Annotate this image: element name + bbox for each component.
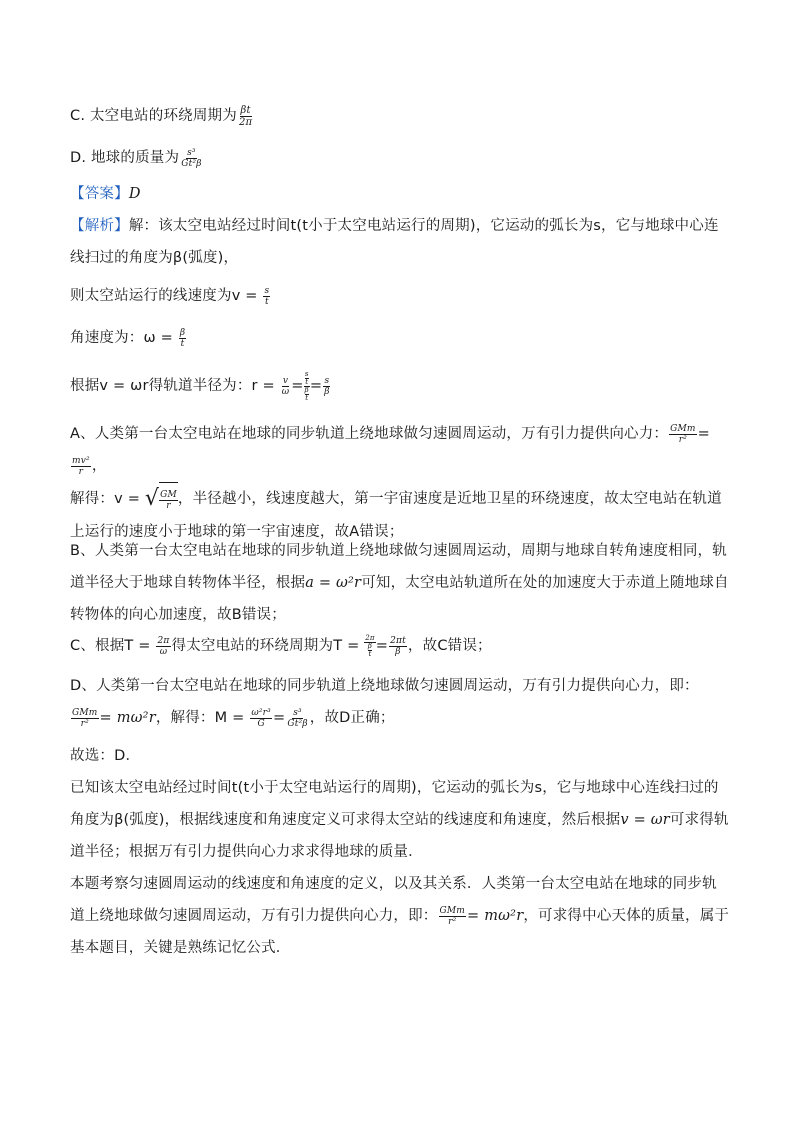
comment-paragraph — [70, 868, 730, 964]
analysis-d-text-2: ，故D正确； — [309, 710, 395, 726]
analysis-c-text-3: ，故C错误； — [407, 638, 492, 654]
angular-velocity-text: 角速度为：ω = — [70, 330, 174, 346]
answer-line — [70, 178, 730, 210]
period-fraction-2: 2π β t — [365, 633, 375, 658]
summary-text-1: 已知该太空电站经过时间t(t小于太空电站运行的周期)，它运动的弧长为s，它与地球中心连线扫过的角度为β(弧度)，根据线速度和角速度定义可求得太空站的线速度和角速度，然后根据 — [70, 780, 719, 828]
summary-formula: v = ωr — [620, 812, 670, 828]
analysis-b-text-2: 可知，太空电站轨道所在处的加速度大于赤道上随地球自转物体的向心加速度，故B错误； — [70, 575, 729, 623]
analysis-a-conclusion: ，半径越小，线速度越大，第一宇宙速度是近地卫星的环绕速度，故太空电站在轨道上运行的速度小于地球的第一宇宙速度，故A错误； — [70, 491, 722, 540]
angular-velocity-fraction: $\frac{\beta}{t}$ — [179, 327, 186, 349]
radius-fraction-3: $\frac{s}{\beta}$ — [324, 375, 330, 397]
comment-text-1: 本题考察匀速圆周运动的线速度和角速度的定义，以及其关系．人类第一台太空电站在地球的同步轨道上绕地球做匀速圆周运动，万有引力提供向心力，即： — [70, 876, 717, 924]
analysis-c-text-1: C、根据T = — [70, 638, 151, 654]
analysis-c-text-2: 得太空电站的环绕周期为T = — [171, 638, 360, 654]
velocity-sqrt: √ $\frac{GM}{r}$ — [145, 482, 178, 516]
mass-fraction-2: $\frac{\text{s³}}{\text{Gt²β}}$ — [287, 707, 308, 729]
answer-value: D — [128, 186, 141, 202]
option-c-text: C. 太空电站的环绕周期为 — [70, 108, 237, 124]
answer-tag: 【答案】 — [70, 186, 129, 202]
analysis-intro — [70, 210, 730, 274]
analysis-c: C、根据T = $\frac{2\pi}{\omega}$ 得太空电站的环绕周期为T = 2π β t = $\frac{2\pi t}{\beta}$ ，故C错误； — [70, 633, 492, 658]
comment-formula: = mω²r — [467, 908, 524, 924]
analysis-d-solve: ，解得：M = — [155, 710, 245, 726]
mass-fraction-1: $\frac{\text{ω²r³}}{G}$ — [251, 707, 271, 729]
summary-paragraph — [70, 772, 730, 868]
option-d — [70, 142, 730, 174]
analysis-tag: 【解析】 — [70, 218, 129, 234]
analysis-b — [70, 535, 730, 631]
orbit-radius-line: 根据v = ωr得轨道半径为：r = $\frac{v}{\omega}$ = s t β t = $\frac{s}{\beta}$ — [70, 369, 330, 402]
option-c-fraction: $\frac{\beta t}{2\pi}$ — [238, 104, 253, 128]
period-fraction-3: $\frac{2\pi t}{\beta}$ — [390, 635, 406, 657]
option-d-text: D. 地球的质量为 — [70, 150, 180, 166]
gravity-fraction: $\frac{\text{GMm}}{\text{r²}}$ — [670, 423, 696, 445]
comment-text-2: ，可求得中心天体的质量，属于基本题目，关键是熟练记忆公式． — [70, 908, 730, 956]
summary-text-2: 可求得轨道半径；根据万有引力提供向心力求求得地球的质量． — [70, 812, 729, 860]
final-choice — [70, 740, 730, 772]
analysis-d: D、人类第一台太空电站在地球的同步轨道上绕地球做匀速圆周运动，万有引力提供向心力，即： $\frac{\text{GMm}}{\text{r²}}$ = mω²r，解得：M = $\frac{\text{ω²r³}}{G}$ = $\frac{\text{s³}}{\text{Gt²β}}$ ，故D正确； — [70, 678, 699, 729]
analysis-d-text-1: D、人类第一台太空电站在地球的同步轨道上绕地球做匀速圆周运动，万有引力提供向心力，即： — [70, 678, 699, 694]
analysis-a-solve: 解得：v = — [70, 491, 141, 507]
option-d-fraction: $\frac{\text{s³}}{\text{Gt²β}}$ — [181, 147, 202, 169]
centripetal-fraction: $\frac{\text{mv²}}{r}$ — [72, 455, 90, 477]
option-c — [70, 100, 730, 132]
analysis-intro-text: 解：该太空电站经过时间t(t小于太空电站运行的周期)，它运动的弧长为s，它与地球中心连线扫过的角度为β(弧度)， — [70, 218, 719, 266]
linear-velocity-text: 则太空站运行的线速度为v = — [70, 288, 258, 304]
analysis-a: A、人类第一台太空电站在地球的同步轨道上绕地球做匀速圆周运动，万有引力提供向心力： $\frac{\text{GMm}}{\text{r²}}$ = $\frac{\text{mv²}}{r}$ ， 解得：v = √ $\frac{GM}{r}$ ，半径越小，线速度越大，第一宇宙速度是近地卫星的环绕速度，故太空电站在轨道上运行的速度小于地球的第一宇宙速度，故A错误； — [70, 423, 722, 540]
orbit-radius-text: 根据v = ωr得轨道半径为：r = — [70, 378, 275, 394]
linear-velocity-line — [70, 280, 730, 312]
period-fraction-1: $\frac{2\pi}{\omega}$ — [157, 635, 170, 657]
angular-velocity-line — [70, 322, 730, 354]
comment-fraction: $\frac{\text{GMm}}{\text{r²}}$ — [439, 905, 466, 927]
analysis-b-text-1: B、人类第一台太空电站在地球的同步轨道上绕地球做匀速圆周运动，周期与地球自转角速度相同，轨道半径大于地球自转物体半径，根据 — [70, 543, 727, 591]
analysis-b-formula: a = ω²r — [305, 575, 362, 591]
radius-fraction-1: $\frac{v}{\omega}$ — [281, 375, 290, 397]
analysis-a-text: A、人类第一台太空电站在地球的同步轨道上绕地球做匀速圆周运动，万有引力提供向心力： — [70, 426, 669, 442]
analysis-d-formula: = mω²r — [99, 710, 156, 726]
final-choice-text: 故选：D． — [70, 748, 141, 764]
linear-velocity-fraction: $\frac{s}{t}$ — [264, 285, 270, 307]
radius-fraction-2: s t β t — [304, 369, 309, 402]
mass-gravity-fraction: $\frac{\text{GMm}}{\text{r²}}$ — [72, 707, 98, 729]
